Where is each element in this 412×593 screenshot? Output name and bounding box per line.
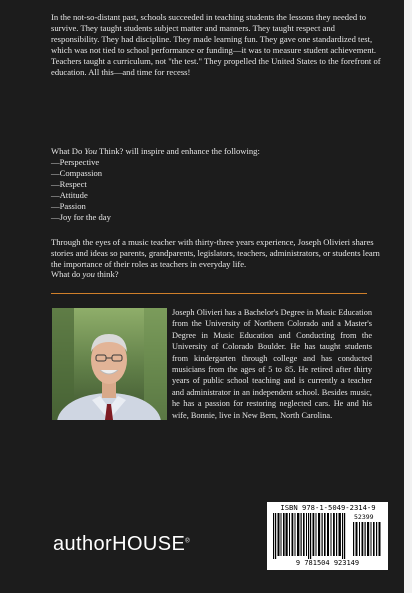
author-portrait-image bbox=[52, 308, 167, 420]
closing-after: think? bbox=[94, 269, 119, 279]
ean-digits: 9 781504 923149 bbox=[295, 559, 360, 567]
intro-paragraph: In the not-so-distant past, schools succeeded in teaching students the lessons they needed to survive. They taught students subject matter and manners. They taught respect and responsibility. They had discipline. They made learning fun. They gave one standardized test, which was not tied to school performance or funding—it was to measure student achievement. Teachers taught a curriculum, not "the test." They propelled the United States to the forefront of education. All this—and time for recess! bbox=[51, 12, 381, 78]
question-emphasis: You bbox=[84, 146, 98, 156]
question-before: What Do bbox=[51, 146, 85, 156]
registered-mark-icon: ® bbox=[185, 538, 191, 545]
page-edge bbox=[404, 0, 412, 593]
closing-before: What do bbox=[51, 269, 83, 279]
list-item: —Joy for the day bbox=[51, 212, 111, 223]
isbn-label: ISBN 978-1-5049-2314-9 bbox=[280, 503, 376, 512]
author-bio: Joseph Olivieri has a Bachelor's Degree in Music Education from the University of Northern Colorado and a Master's Degree in Music Education and Conducting from the University of Colorado Boulder. He has taught students from kindergarten through college and has conducted musicians from the ages of 5 to 85. He retired after thirty years of public school teaching and is currently a teacher and administrator in an independent school. Besides music, he has a passion for restoring neglected cars. He and his wife, Bonnie, live in New Bern, North Carolina. bbox=[172, 308, 372, 420]
closing-line bbox=[51, 269, 381, 280]
list-item: —Respect bbox=[51, 179, 87, 190]
isbn-barcode bbox=[267, 502, 388, 570]
list-item: —Attitude bbox=[51, 190, 88, 201]
closing-emphasis: you bbox=[82, 269, 95, 279]
through-paragraph: Through the eyes of a music teacher with thirty-three years experience, Joseph Olivieri shares stories and ideas so parents, grandparents, legislators, teachers, administrators, or students learn the importance of their roles as teachers in everyday life. bbox=[51, 237, 380, 270]
publisher-logo bbox=[53, 533, 190, 556]
list-item: —Compassion bbox=[51, 168, 103, 179]
publisher-logo-text: authorHOUSE bbox=[53, 533, 186, 555]
list-item: —Perspective bbox=[51, 157, 100, 167]
orange-divider bbox=[51, 293, 367, 294]
author-photo bbox=[52, 308, 167, 420]
qualities-list bbox=[51, 157, 381, 224]
question-line bbox=[51, 146, 381, 157]
list-item: —Passion bbox=[51, 201, 86, 212]
question-after: Think? will inspire and enhance the following: bbox=[97, 146, 260, 156]
supplement-digits: 52399 bbox=[354, 513, 374, 521]
